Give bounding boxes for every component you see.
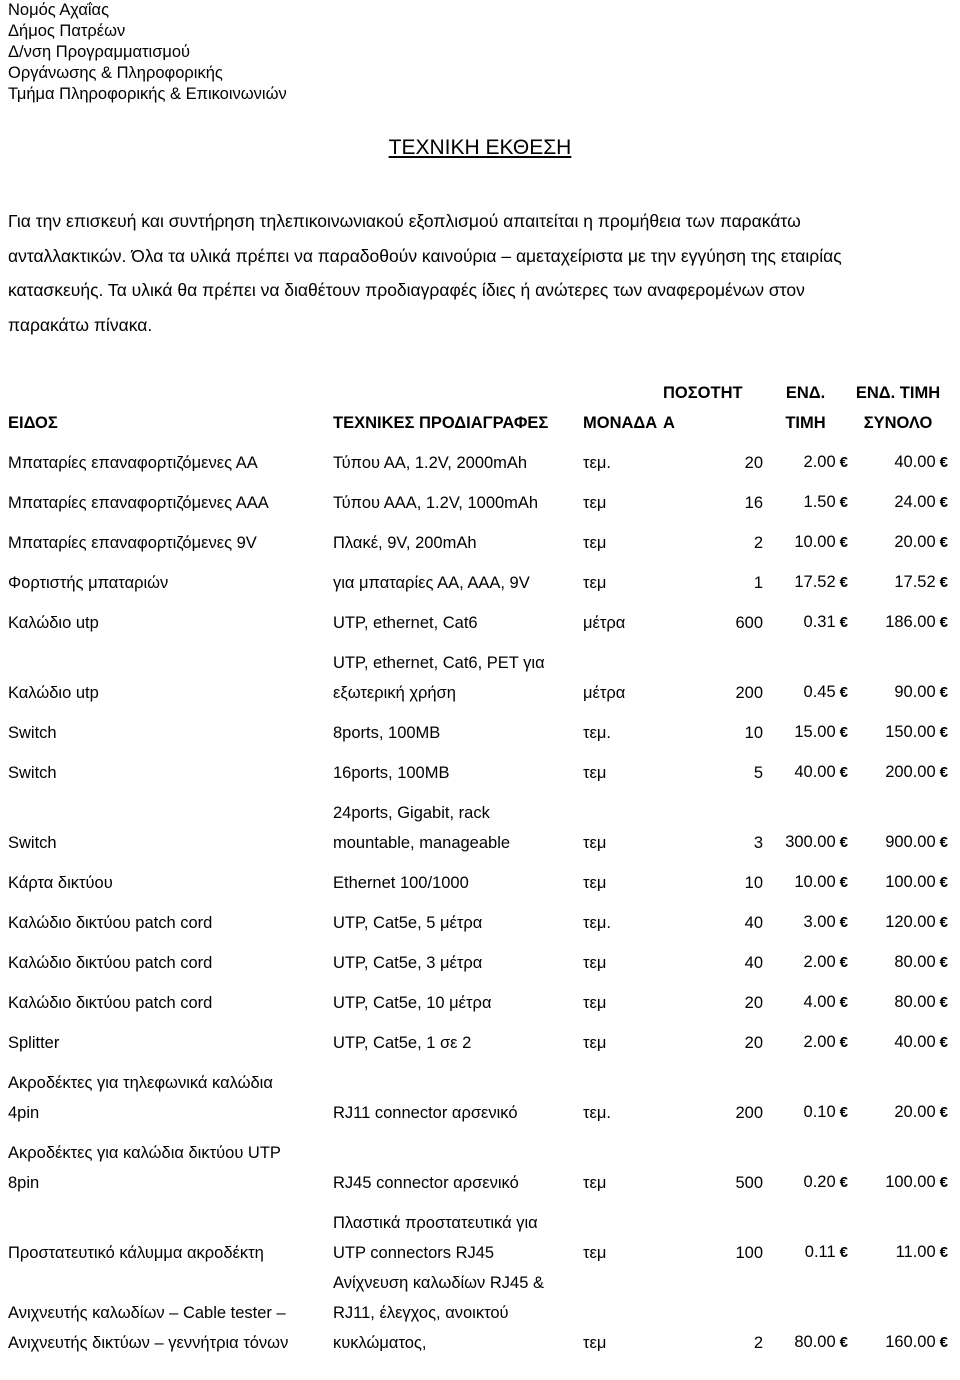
table-row (8, 638, 948, 708)
euro-icon: € (939, 1034, 948, 1051)
euro-icon: € (839, 1034, 848, 1051)
unit-price-value: 300.00 (785, 833, 836, 851)
unit-price-value: 3.00 (803, 913, 836, 931)
euro-icon: € (939, 994, 948, 1011)
item-name-line: Splitter (8, 1034, 60, 1052)
unit-price-cell (763, 598, 848, 638)
unit-price-cell (763, 638, 848, 708)
spec-cell (333, 1128, 583, 1198)
intro-line: κατασκευής. Τα υλικά θα πρέπει να διαθέτουν προδιαγραφές ίδιες ή ανώτερες των αναφερομένων στον (8, 280, 805, 300)
unit-cell: τεμ (583, 494, 607, 512)
quantity-cell: 600 (735, 614, 763, 632)
total-value: 80.00 (894, 953, 936, 971)
column-header (663, 378, 763, 438)
document-header (8, 0, 287, 105)
total-value: 100.00 (885, 1173, 936, 1191)
euro-icon: € (839, 574, 848, 591)
quantity-cell: 100 (735, 1244, 763, 1262)
quantity-cell: 200 (735, 684, 763, 702)
euro-icon: € (839, 494, 848, 511)
item-cell (8, 898, 333, 938)
unit-price-cell (763, 898, 848, 938)
unit-price-value: 10.00 (794, 533, 836, 551)
euro-icon: € (839, 764, 848, 781)
table-row (8, 898, 948, 938)
spec-line: Ανίχνευση καλωδίων RJ45 & (333, 1274, 545, 1292)
item-cell (8, 938, 333, 978)
spec-line: UTP, Cat5e, 10 μέτρα (333, 994, 492, 1012)
item-name-line: Switch (8, 834, 57, 852)
item-cell (8, 518, 333, 558)
total-value: 40.00 (894, 1033, 936, 1051)
table-row (8, 1128, 948, 1198)
spec-cell (333, 708, 583, 748)
total-cell (848, 1198, 948, 1268)
spec-line: για μπαταρίες ΑΑ, ΑΑΑ, 9V (333, 574, 530, 592)
header-line: Δ/νση Προγραμματισμού (8, 43, 191, 61)
table-row (8, 788, 948, 858)
item-name-line: Κάρτα δικτύου (8, 874, 113, 892)
column-header-line: ΣΥΝΟΛΟ (863, 414, 933, 432)
spec-cell (333, 938, 583, 978)
unit-price-cell (763, 558, 848, 598)
item-name-line: Καλώδιο δικτύου patch cord (8, 954, 213, 972)
unit-price-value: 0.10 (803, 1103, 836, 1121)
item-name-line: Μπαταρίες επαναφορτιζόμενες ΑΑ (8, 454, 258, 472)
item-cell (8, 788, 333, 858)
unit-price-value: 0.11 (804, 1243, 836, 1261)
unit-cell: τεμ (583, 874, 607, 892)
quantity-cell: 1 (753, 574, 763, 592)
unit-price-cell (763, 1058, 848, 1128)
spec-line: UTP, Cat5e, 5 μέτρα (333, 914, 483, 932)
document-title: ΤΕΧΝΙΚΗ ΕΚΘΕΣΗ (388, 136, 572, 159)
unit-price-value: 80.00 (794, 1333, 836, 1351)
unit-cell: τεμ (583, 954, 607, 972)
spec-line: 8ports, 100MB (333, 724, 441, 742)
quantity-cell: 500 (735, 1174, 763, 1192)
intro-paragraph (8, 204, 948, 342)
unit-price-value: 2.00 (803, 453, 836, 471)
total-value: 17.52 (894, 573, 936, 591)
euro-icon: € (939, 454, 948, 471)
item-cell (8, 438, 333, 478)
euro-icon: € (939, 764, 948, 781)
total-value: 186.00 (885, 613, 936, 631)
item-cell (8, 1018, 333, 1058)
item-cell (8, 748, 333, 788)
euro-icon: € (939, 1174, 948, 1191)
unit-cell: μέτρα (583, 684, 626, 702)
item-cell (8, 558, 333, 598)
spec-line: RJ11 connector αρσενικό (333, 1104, 518, 1122)
total-value: 120.00 (885, 913, 936, 931)
euro-icon: € (939, 684, 948, 701)
unit-price-cell (763, 788, 848, 858)
column-header (333, 378, 583, 438)
item-name-line: Καλώδιο utp (8, 614, 99, 632)
unit-price-cell (763, 858, 848, 898)
spec-cell (333, 638, 583, 708)
spec-cell (333, 858, 583, 898)
total-cell (848, 978, 948, 1018)
spec-cell (333, 598, 583, 638)
unit-cell: τεμ (583, 574, 607, 592)
unit-price-cell (763, 1128, 848, 1198)
item-cell (8, 638, 333, 708)
unit-price-cell (763, 438, 848, 478)
spec-cell (333, 1268, 583, 1358)
spec-cell (333, 978, 583, 1018)
spec-line: Τύπου ΑΑΑ, 1.2V, 1000mAh (333, 494, 539, 512)
unit-cell: τεμ (583, 1244, 607, 1262)
item-name-line: Ακροδέκτες για τηλεφωνικά καλώδια (8, 1074, 273, 1092)
item-name-line: Ανιχνευτής δικτύων – γεννήτρια τόνων (8, 1334, 289, 1352)
unit-cell: τεμ (583, 1174, 607, 1192)
total-value: 160.00 (885, 1333, 936, 1351)
unit-price-value: 1.50 (803, 493, 836, 511)
euro-icon: € (839, 684, 848, 701)
table-header-row (8, 378, 948, 438)
table-row (8, 1268, 948, 1358)
items-table (8, 378, 948, 1358)
table-row (8, 518, 948, 558)
euro-icon: € (839, 914, 848, 931)
table-row (8, 1018, 948, 1058)
total-value: 100.00 (885, 873, 936, 891)
table-row (8, 708, 948, 748)
header-line: Δήμος Πατρέων (8, 22, 126, 40)
column-header-line: Α (663, 414, 675, 432)
spec-cell (333, 1018, 583, 1058)
item-cell (8, 598, 333, 638)
unit-cell: τεμ (583, 764, 607, 782)
euro-icon: € (939, 874, 948, 891)
column-header-line: ΤΙΜΗ (785, 414, 826, 432)
column-header (8, 378, 333, 438)
table-row (8, 438, 948, 478)
header-line: Τμήμα Πληροφορικής & Επικοινωνιών (8, 85, 287, 103)
column-header-line: ΤΕΧΝΙΚΕΣ ΠΡΟΔΙΑΓΡΑΦΕΣ (333, 414, 549, 432)
intro-line: ανταλλακτικών. Όλα τα υλικά πρέπει να παραδοθούν καινούρια – αμεταχείριστα με την εγγύηση της εταιρίας (8, 245, 842, 266)
total-cell (848, 938, 948, 978)
total-cell (848, 598, 948, 638)
total-cell (848, 438, 948, 478)
unit-price-value: 4.00 (803, 993, 836, 1011)
total-value: 24.00 (894, 493, 936, 511)
euro-icon: € (839, 1334, 848, 1351)
unit-price-cell (763, 478, 848, 518)
quantity-cell: 20 (744, 454, 763, 472)
unit-cell: τεμ. (583, 914, 611, 932)
unit-price-cell (763, 1198, 848, 1268)
unit-price-cell (763, 748, 848, 788)
unit-price-value: 0.20 (803, 1173, 836, 1191)
euro-icon: € (939, 834, 948, 851)
total-value: 20.00 (894, 1103, 936, 1121)
euro-icon: € (939, 1104, 948, 1121)
spec-line: Τύπου ΑΑ, 1.2V, 2000mAh (333, 454, 528, 472)
total-cell (848, 1058, 948, 1128)
quantity-cell: 10 (744, 874, 763, 892)
total-cell (848, 748, 948, 788)
euro-icon: € (839, 874, 848, 891)
unit-price-cell (763, 938, 848, 978)
spec-cell (333, 478, 583, 518)
item-name-line: Φορτιστής μπαταριών (8, 574, 169, 592)
euro-icon: € (839, 994, 848, 1011)
unit-cell: τεμ. (583, 1104, 611, 1122)
intro-line: παρακάτω πίνακα. (8, 314, 153, 335)
unit-price-value: 0.45 (803, 683, 836, 701)
unit-price-value: 2.00 (803, 953, 836, 971)
unit-price-value: 10.00 (794, 873, 836, 891)
spec-line: κυκλώματος, (333, 1334, 427, 1352)
item-cell (8, 1058, 333, 1128)
quantity-cell: 3 (753, 834, 763, 852)
table-row (8, 748, 948, 788)
spec-cell (333, 898, 583, 938)
column-header (848, 378, 948, 438)
euro-icon: € (839, 614, 848, 631)
column-header-line: ΠΟΣΟΤΗΤ (663, 384, 743, 402)
item-name-line: Ανιχνευτής καλωδίων – Cable tester – (8, 1304, 286, 1322)
table-row (8, 1198, 948, 1268)
euro-icon: € (939, 914, 948, 931)
spec-line: UTP, Cat5e, 3 μέτρα (333, 954, 483, 972)
unit-cell: τεμ (583, 1034, 607, 1052)
total-cell (848, 638, 948, 708)
quantity-cell: 40 (744, 954, 763, 972)
unit-price-value: 17.52 (794, 573, 836, 591)
spec-line: RJ45 connector αρσενικό (333, 1174, 519, 1192)
table-row (8, 938, 948, 978)
euro-icon: € (939, 1244, 948, 1261)
spec-line: 24ports, Gigabit, rack (333, 804, 490, 822)
item-cell (8, 478, 333, 518)
euro-icon: € (939, 534, 948, 551)
spec-line: Πλακέ, 9V, 200mAh (333, 534, 477, 552)
header-line: Νομός Αχαΐας (8, 1, 110, 19)
spec-cell (333, 518, 583, 558)
unit-price-cell (763, 978, 848, 1018)
column-header (583, 378, 663, 438)
unit-cell: τεμ. (583, 454, 611, 472)
total-value: 20.00 (894, 533, 936, 551)
item-name-line: Καλώδιο δικτύου patch cord (8, 994, 213, 1012)
unit-cell: τεμ (583, 994, 607, 1012)
unit-price-value: 2.00 (803, 1033, 836, 1051)
unit-price-value: 0.31 (803, 613, 836, 631)
unit-cell: μέτρα (583, 614, 626, 632)
spec-line: mountable, manageable (333, 834, 511, 852)
euro-icon: € (939, 494, 948, 511)
quantity-cell: 10 (744, 724, 763, 742)
unit-price-cell (763, 518, 848, 558)
total-cell (848, 558, 948, 598)
euro-icon: € (839, 724, 848, 741)
euro-icon: € (839, 534, 848, 551)
total-value: 80.00 (894, 993, 936, 1011)
column-header-line: ΕΝΔ. (785, 384, 826, 402)
spec-line: UTP, Cat5e, 1 σε 2 (333, 1034, 472, 1052)
euro-icon: € (839, 834, 848, 851)
unit-price-value: 15.00 (794, 723, 836, 741)
spec-line: UTP connectors RJ45 (333, 1244, 495, 1262)
table-row (8, 478, 948, 518)
unit-cell: τεμ. (583, 724, 611, 742)
unit-price-cell (763, 708, 848, 748)
euro-icon: € (839, 1174, 848, 1191)
quantity-cell: 20 (744, 994, 763, 1012)
total-value: 11.00 (895, 1243, 936, 1261)
quantity-cell: 40 (744, 914, 763, 932)
column-header (763, 378, 848, 438)
unit-cell: τεμ (583, 834, 607, 852)
item-name-line: 8pin (8, 1174, 40, 1192)
item-cell (8, 1128, 333, 1198)
euro-icon: € (939, 574, 948, 591)
spec-cell (333, 788, 583, 858)
column-header-line: ΕΝΔ. ΤΙΜΗ (855, 384, 941, 402)
spec-cell (333, 748, 583, 788)
total-cell (848, 708, 948, 748)
column-header-line: ΜΟΝΑΔΑ (583, 414, 658, 432)
item-name-line: Switch (8, 764, 57, 782)
spec-line: UTP, ethernet, Cat6, PET για (333, 654, 545, 672)
column-header-line: ΕΙΔΟΣ (8, 414, 58, 432)
table-row (8, 1058, 948, 1128)
spec-line: RJ11, έλεγχος, ανοικτού (333, 1304, 509, 1322)
item-cell (8, 1268, 333, 1358)
quantity-cell: 5 (753, 764, 763, 782)
item-cell (8, 858, 333, 898)
euro-icon: € (939, 1334, 948, 1351)
spec-cell (333, 1198, 583, 1268)
table-row (8, 978, 948, 1018)
table-row (8, 558, 948, 598)
spec-cell (333, 558, 583, 598)
total-cell (848, 858, 948, 898)
euro-icon: € (839, 454, 848, 471)
item-name-line: Μπαταρίες επαναφορτιζόμενες ΑΑΑ (8, 494, 269, 512)
euro-icon: € (939, 724, 948, 741)
total-cell (848, 1128, 948, 1198)
header-line: Οργάνωσης & Πληροφορικής (8, 64, 223, 82)
spec-cell (333, 438, 583, 478)
total-value: 200.00 (885, 763, 936, 781)
total-cell (848, 898, 948, 938)
table-row (8, 598, 948, 638)
quantity-cell: 20 (744, 1034, 763, 1052)
total-cell (848, 518, 948, 558)
item-name-line: Μπαταρίες επαναφορτιζόμενες 9V (8, 534, 257, 552)
spec-line: UTP, ethernet, Cat6 (333, 614, 478, 632)
euro-icon: € (939, 614, 948, 631)
quantity-cell: 16 (744, 494, 763, 512)
spec-line: Πλαστικά προστατευτικά για (333, 1214, 538, 1232)
total-cell (848, 1018, 948, 1058)
total-cell (848, 478, 948, 518)
total-value: 900.00 (885, 833, 936, 851)
item-cell (8, 708, 333, 748)
euro-icon: € (939, 954, 948, 971)
spec-line: 16ports, 100MB (333, 764, 450, 782)
item-name-line: Καλώδιο utp (8, 684, 99, 702)
total-value: 90.00 (894, 683, 936, 701)
table-row (8, 858, 948, 898)
spec-line: Ethernet 100/1000 (333, 874, 469, 892)
item-cell (8, 1198, 333, 1268)
total-cell (848, 788, 948, 858)
euro-icon: € (839, 1104, 848, 1121)
euro-icon: € (839, 954, 848, 971)
intro-line: Για την επισκευή και συντήρηση τηλεπικοινωνιακού εξοπλισμού απαιτείται η προμήθεια των παρακάτω (8, 211, 801, 231)
item-name-line: Switch (8, 724, 57, 742)
total-value: 40.00 (894, 453, 936, 471)
total-cell (848, 1268, 948, 1358)
item-cell (8, 978, 333, 1018)
item-name-line: Καλώδιο δικτύου patch cord (8, 914, 213, 932)
spec-cell (333, 1058, 583, 1128)
euro-icon: € (839, 1244, 848, 1261)
unit-price-value: 40.00 (794, 763, 836, 781)
unit-price-cell (763, 1018, 848, 1058)
item-name-line: Ακροδέκτες για καλώδια δικτύου UTP (8, 1144, 281, 1162)
quantity-cell: 200 (735, 1104, 763, 1122)
unit-cell: τεμ (583, 534, 607, 552)
quantity-cell: 2 (753, 1334, 763, 1352)
item-name-line: 4pin (8, 1104, 40, 1122)
unit-cell: τεμ (583, 1334, 607, 1352)
quantity-cell: 2 (753, 534, 763, 552)
item-name-line: Προστατευτικό κάλυμμα ακροδέκτη (8, 1244, 264, 1262)
unit-price-cell (763, 1268, 848, 1358)
spec-line: εξωτερική χρήση (333, 684, 456, 702)
total-value: 150.00 (885, 723, 936, 741)
